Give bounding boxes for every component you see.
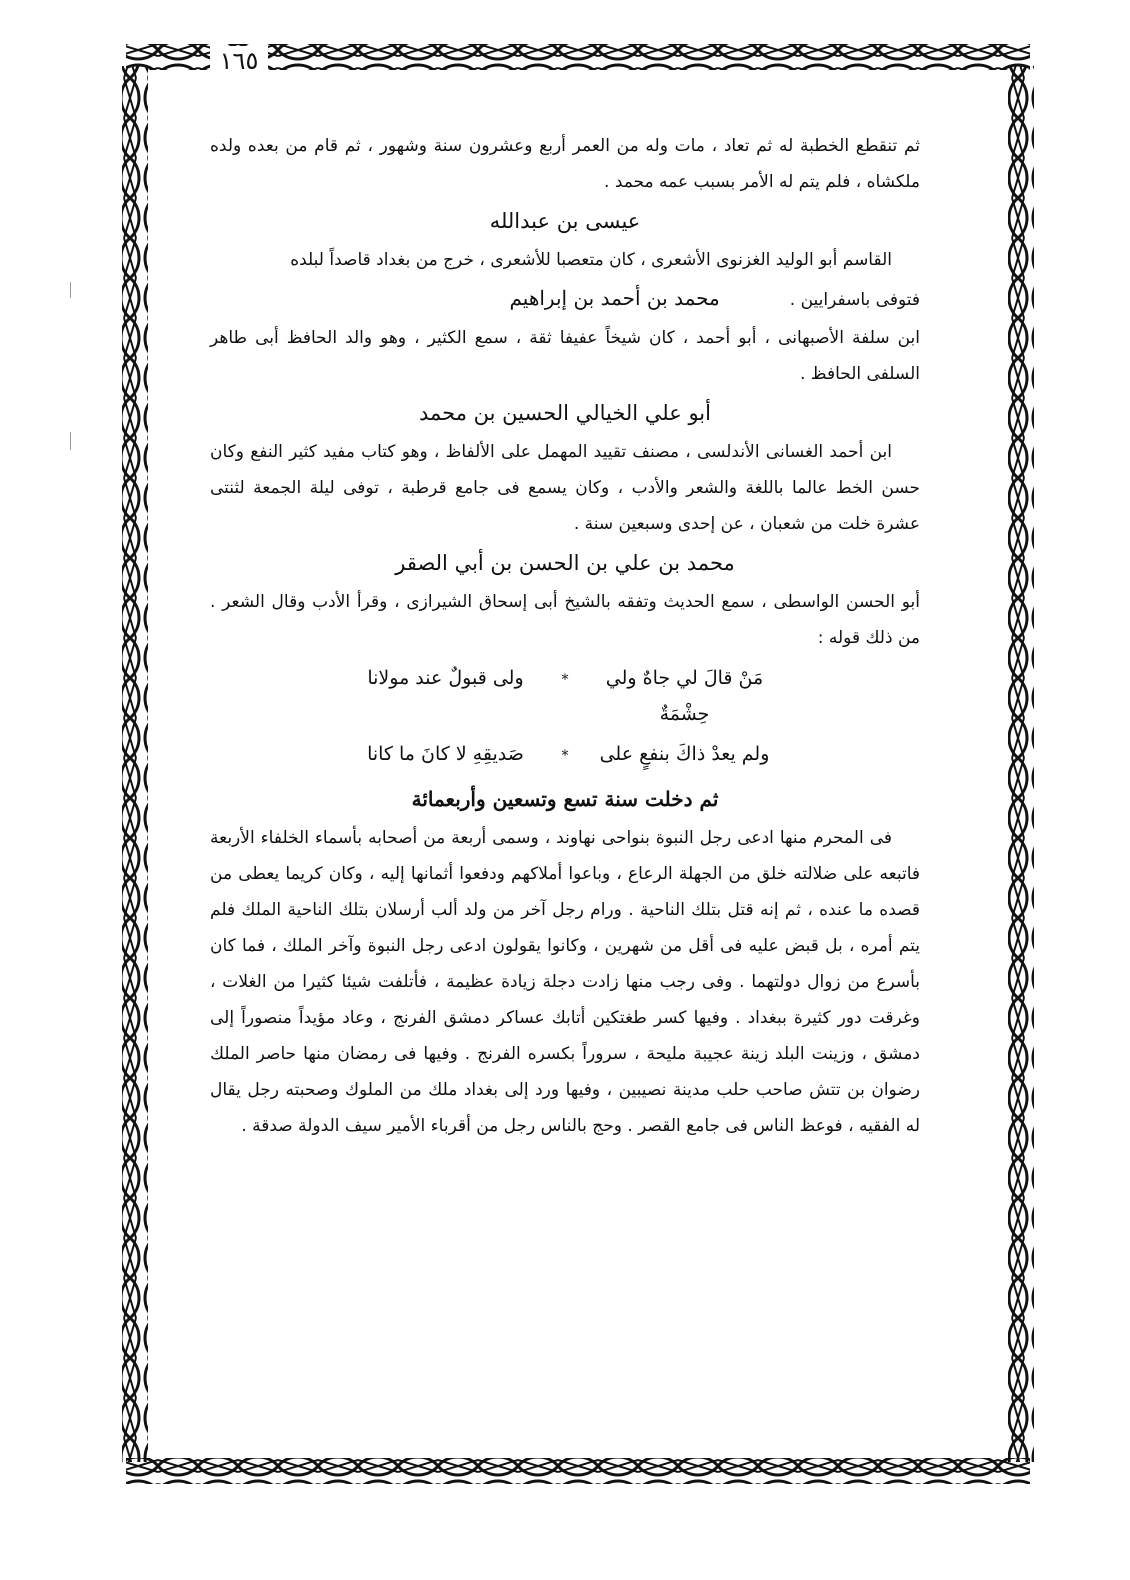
border-right	[1008, 66, 1034, 1462]
paragraph-1: ثم تنقطع الخطبة له ثم تعاد ، مات وله من العمر أربع وعشرون سنة وشهور ، ثم قام من بعده ولده ملكشاه ، فلم يتم له الأمر بسبب عمه محمد .	[210, 136, 920, 192]
verse-line-2	[210, 736, 920, 774]
verse-separator: *	[561, 672, 569, 688]
heading-isa-ibn-abdallah: عيسى بن عبدالله	[489, 209, 641, 233]
heading-abu-ali-al-khayali: أبو علي الخيالي الحسين بن محمد	[419, 401, 711, 425]
heading-muhammad-ibn-ahmad: محمد بن أحمد بن إبراهيم	[509, 286, 720, 310]
heading-muhammad-ibn-ali: محمد بن علي بن الحسن بن أبي الصقر	[395, 551, 735, 575]
verse-line-1	[210, 660, 920, 732]
paragraph-5: ابن أحمد الغسانى الأندلسى ، مصنف تقييد المهمل على الألفاظ ، وهو كتاب مفيد كثير النفع وكان حسن الخط عالما باللغة والشعر والأدب ، وكان يسمع فى جامع قرطبة ، توفى ليلة الجمعة لثنتى عشرة خلت من شعبان ، عن إحدى وسبعين سنة .	[210, 442, 920, 534]
scan-mark-upper	[70, 282, 71, 298]
paragraph-2: القاسم أبو الوليد الغزنوى الأشعرى ، كان متعصبا للأشعرى ، خرج من بغداد قاصداً لبلده	[290, 250, 892, 270]
verse-2-first-hemistich: ولم يعدْ ذاكَ بنفعٍ على	[599, 743, 770, 765]
paragraph-6: أبو الحسن الواسطى ، سمع الحديث وتفقه بالشيخ أبى إسحاق الشيرازى ، وقرأ الأدب وقال الشعر . من ذلك قوله :	[210, 592, 920, 648]
scan-mark-lower	[70, 432, 71, 450]
verse-2-second-hemistich: صَديقِهِ لا كانَ ما كانا	[367, 743, 524, 765]
verse-separator: *	[561, 748, 569, 764]
paragraph-3-start: فتوفى باسفرايين .	[789, 290, 920, 310]
page-number: ١٦٥	[210, 46, 268, 76]
heading-year-499: ثم دخلت سنة تسع وتسعين وأربعمائة	[411, 787, 719, 811]
verse-1-second-hemistich: ولى قبولٌ عند مولانا	[367, 667, 524, 689]
page-body	[210, 128, 920, 1144]
paragraph-7: فى المحرم منها ادعى رجل النبوة بنواحى نهاوند ، وسمى أربعة من أصحابه بأسماء الخلفاء الأربعة فاتبعه على ضلالته خلق من الجهلة الرعاع ، وباعوا أملاكهم ودفعوا أثمانها إليه ، وكان كريما يعطى من قصده ما عنده ، ثم إنه قتل بتلك الناحية . ورام رجل آخر من ولد ألب أرسلان بتلك الناحية الملك فلم يتم أمره ، بل قبض عليه فى أقل من شهرين ، وكانوا يقولون ادعى رجل النبوة وآخر الملك ، فما كان بأسرع من زوال دولتهما . وفى رجب منها زادت دجلة زيادة عظيمة ، فأتلفت شيئا كثيرا من الغلات ، وغرقت دور كثيرة ببغداد . وفيها كسر طغتكين أتابك عساكر دمشق الفرنج ، وعاد مؤيداً منصوراً إلى دمشق ، وزينت البلد زينة عجيبة مليحة ، سروراً بكسره الفرنج . وفيها فى رمضان منها حاصر الملك رضوان بن تتش صاحب حلب مدينة نصيبين ، وفيها ورد إلى بغداد ملك من الملوك وصحبته رجل يقال له الفقيه ، فوعظ الناس فى جامع القصر . وحج بالناس رجل من أقرباء الأمير سيف الدولة صدقة .	[210, 828, 920, 1136]
border-left	[122, 66, 148, 1462]
verse-1-first-hemistich: مَنْ قالَ لي جاهٌ ولي حِشْمَةٌ	[605, 667, 764, 725]
line-with-inline-heading	[210, 278, 920, 320]
border-bottom	[126, 1458, 1030, 1484]
paragraph-4: ابن سلفة الأصبهانى ، أبو أحمد ، كان شيخاً عفيفا ثقة ، سمع الكثير ، وهو والد الحافظ أبى طاهر السلفى الحافظ .	[210, 328, 920, 384]
